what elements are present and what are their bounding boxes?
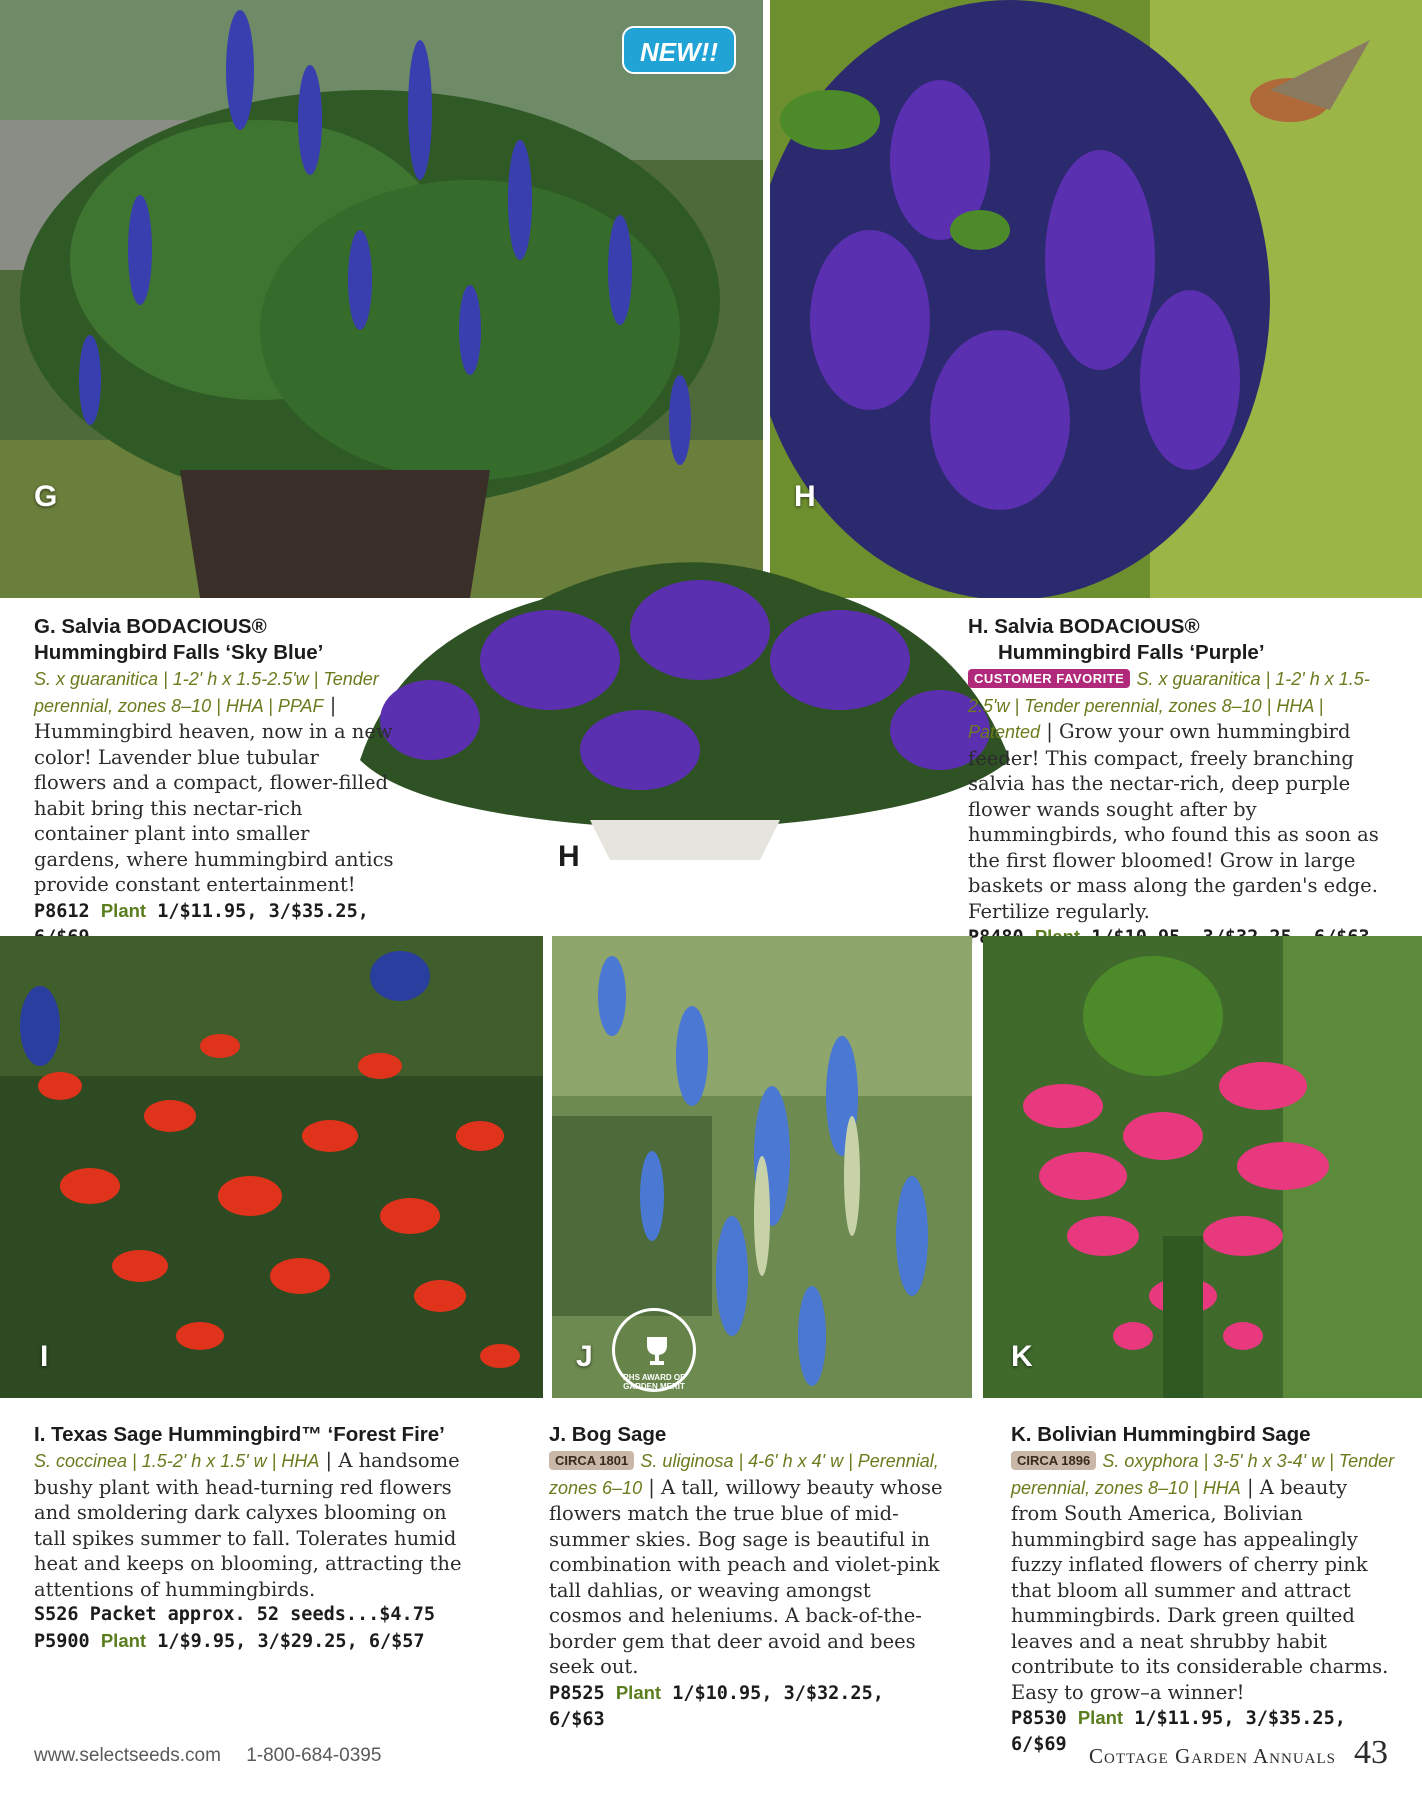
photo-letter-i: I [40, 1340, 49, 1373]
entry-k-specs: S. oxyphora | 3-5' h x 3-4' w | Tender perennial, zones 8–10 | HHA [1011, 1451, 1395, 1498]
entry-j-price [549, 1680, 949, 1733]
entry-i-packet: S526 Packet approx. 52 seeds...$4.75 [34, 1604, 435, 1625]
entry-j-specs: S. uliginosa | 4-6' h x 4' w | Perennial, zones 6–10 [549, 1451, 939, 1498]
entry-g-price-code: P8612 [34, 900, 90, 922]
entry-h-title-line1: H. Salvia BODACIOUS® [968, 615, 1200, 638]
entry-g-price-plant: Plant [100, 899, 147, 921]
photo-h-basket [340, 520, 1020, 880]
entry-i-description: | A handsome bushy plant with head-turning red flowers and smoldering dark calyxes blooming on tall spikes summer to fall. Tolerates humid heat and keeps on blooming, attracting the attentions of hummingbirds. [34, 1449, 462, 1601]
footer-page-info [1089, 1734, 1388, 1772]
circa-badge-k: CIRCA 1896 [1011, 1451, 1096, 1470]
photo-letter-g: G [34, 480, 58, 513]
entry-h [968, 614, 1398, 951]
photo-letter-h-basket: H [558, 840, 580, 873]
photo-letter-h: H [794, 480, 816, 513]
entry-g-price-values: 1/$11.95, 3/$35.25, [157, 900, 369, 922]
rhs-award-text: RHS AWARD OF GARDEN MERIT [623, 1373, 685, 1391]
entry-h-description: | Grow your own hummingbird feeder! This compact, freely branching salvia has the nectar-rich, deep purple flower wands sought after by hummingbirds, who found this as soon as the first flower bloomed! Grow in large baskets or mass along the garden's edge. Fertilize regularly. [968, 720, 1379, 923]
entry-i-specs: S. coccinea | 1.5-2' h x 1.5' w | HHA [34, 1451, 320, 1471]
entry-g-title-line1: G. Salvia BODACIOUS® [34, 615, 267, 638]
entry-j-price-values: 1/$10.95, 3/$32.25, 6/$63 [549, 1682, 884, 1730]
photo-h-purple [770, 0, 1422, 598]
new-badge: NEW!! [622, 26, 736, 74]
entry-i-title: I. Texas Sage Hummingbird™ ‘Forest Fire’ [34, 1423, 445, 1446]
entry-j-description: | A tall, willowy beauty whose flowers match the true blue of mid-summer skies. Bog sage is beautiful in combination with peach and violet-pink tall dahlias, or weaving amongst cosmos and heleniums. A back-of-the-border gem that deer avoid and bees seek out. [549, 1475, 943, 1678]
entry-j [549, 1422, 949, 1733]
entry-k [1011, 1422, 1396, 1758]
customer-favorite-badge: CUSTOMER FAVORITE [968, 669, 1130, 688]
entry-i [34, 1422, 474, 1655]
entry-h-specs: S. x guaranitica | 1-2' h x 1.5-2.5'w | Tender perennial, zones 8–10 | HHA | Patented [968, 669, 1370, 742]
entry-g-title-line2: Hummingbird Falls ‘Sky Blue’ [34, 641, 324, 664]
footer-website-link[interactable]: www.selectseeds.com [34, 1745, 221, 1766]
entry-i-price-values: 1/$9.95, 3/$29.25, 6/$57 [157, 1631, 425, 1652]
photo-letter-j: J [576, 1340, 593, 1373]
photo-letter-k: K [1011, 1340, 1033, 1373]
entry-j-price-code: P8525 [549, 1682, 605, 1704]
photo-k-bolivian-sage [983, 936, 1422, 1398]
entry-i-price-plant: Plant [100, 1630, 147, 1651]
entry-k-description: | A beauty from South America, Bolivian hummingbird sage has appealingly fuzzy inflated flowers of cherry pink that bloom all summer and attract hummingbirds. Dark green quilted leaves and a neat shrubby habit contribute to its considerable charms. Easy to grow–a winner! [1011, 1475, 1389, 1704]
entry-g [34, 614, 394, 951]
photo-j-bog-sage [552, 936, 972, 1398]
entry-k-price-code: P8530 [1011, 1708, 1067, 1729]
entry-h-title-line2: Hummingbird Falls ‘Purple’ [998, 641, 1265, 664]
page-number: 43 [1354, 1734, 1388, 1771]
rhs-award-seal [612, 1308, 696, 1392]
entry-g-specs: S. x guaranitica | 1-2' h x 1.5-2.5'w | Tender perennial, zones 8–10 | HHA | PPAF [34, 669, 379, 716]
entry-j-price-plant: Plant [615, 1681, 662, 1703]
entry-i-price [34, 1628, 474, 1655]
entry-k-price-plant: Plant [1077, 1707, 1124, 1728]
circa-badge-j: CIRCA 1801 [549, 1451, 634, 1470]
entry-k-price-values: 1/$11.95, 3/$35.25, 6/$69 [1011, 1708, 1346, 1755]
entry-k-title: K. Bolivian Hummingbird Sage [1011, 1423, 1311, 1446]
entry-i-price-code: P5900 [34, 1631, 90, 1652]
footer-phone: 1-800-684-0395 [246, 1745, 382, 1766]
entry-g-description: | Hummingbird heaven, now in a new color! Lavender blue tubular flowers and a compact, flower-filled habit bring this nectar-rich container plant into smaller gardens, where hummingbird antics provide constant entertainment! [34, 693, 394, 896]
photo-i-forest-fire [0, 936, 543, 1398]
footer-section-title: Cottage Garden Annuals [1089, 1744, 1336, 1768]
entry-j-title: J. Bog Sage [549, 1423, 667, 1446]
photo-g-sky-blue [0, 0, 763, 598]
trophy-icon [643, 1335, 671, 1367]
footer-contact [34, 1745, 401, 1767]
